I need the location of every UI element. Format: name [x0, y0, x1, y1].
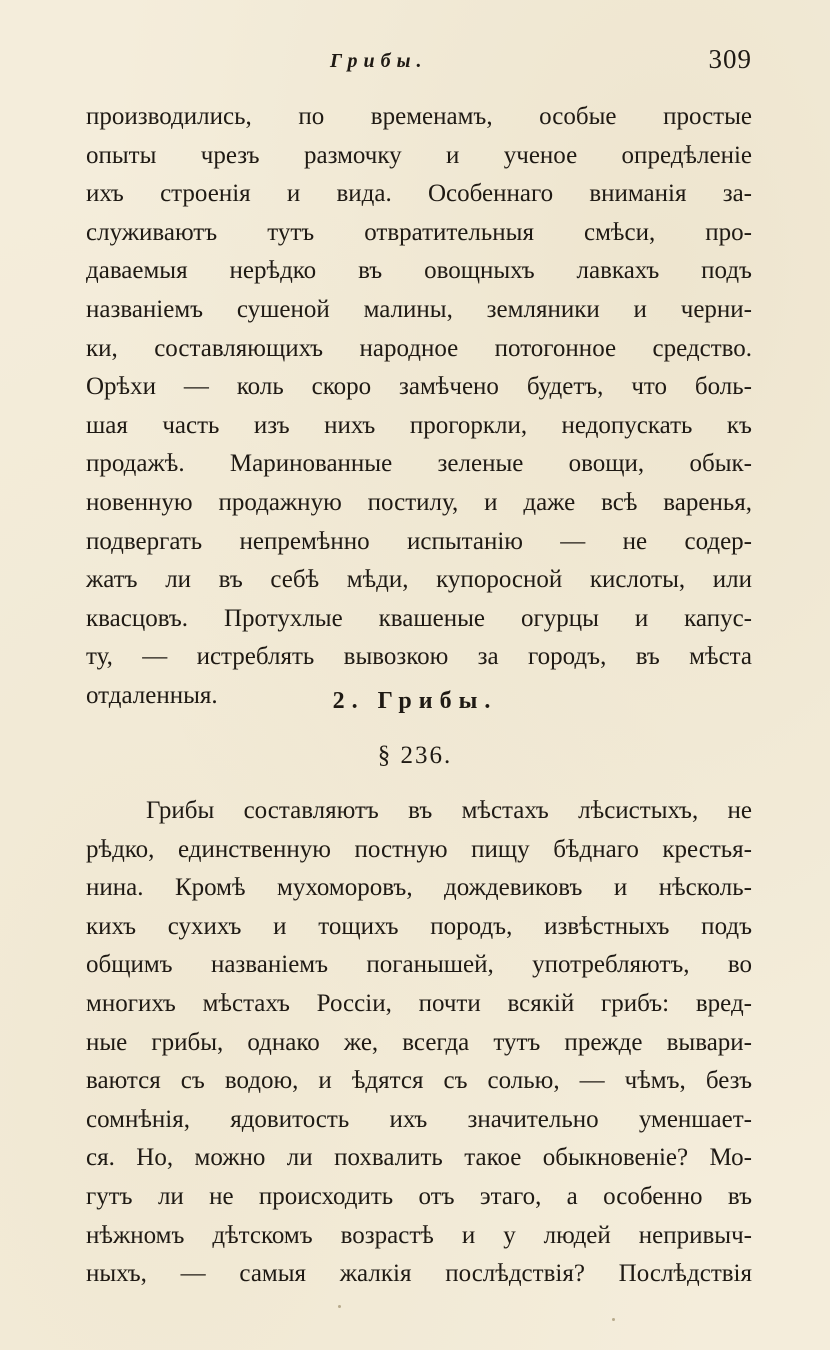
running-head — [0, 44, 830, 80]
paragraph-number: § 236. — [377, 742, 453, 769]
text-line: квасцовъ. Протухлые квашеные огурцы и капус- — [86, 604, 752, 632]
page-number: 309 — [708, 44, 752, 74]
text-line: отдаленныя. — [86, 681, 218, 709]
paper-speck — [338, 1305, 341, 1308]
text-line: ту, — истреблять вывозкою за городъ, въ мѣста — [86, 643, 752, 671]
text-line: гутъ ли не происходить отъ этаго, а особенно въ — [86, 1182, 752, 1210]
text-line: ные грибы, однако же, всегда тутъ прежде вывари- — [86, 1028, 752, 1056]
text-line: жатъ ли въ себѣ мѣди, купоросной кислоты, или — [86, 566, 752, 594]
text-line: нѣжномъ дѣтскомъ возрастѣ и у людей непривыч- — [86, 1221, 752, 1249]
text-line: названіемъ сушеной малины, земляники и черни- — [86, 295, 752, 323]
paper-speck — [612, 1318, 615, 1321]
text-line: даваемыя нерѣдко въ овощныхъ лавкахъ подъ — [86, 257, 752, 285]
text-line: шая часть изъ нихъ прогоркли, недопускать къ — [86, 411, 752, 439]
text-line: ся. Но, можно ли похвалить такое обыкновеніе? Мо- — [86, 1144, 752, 1172]
text-line: общимъ названіемъ поганышей, употребляютъ, во — [86, 951, 752, 979]
text-line: Грибы составляютъ въ мѣстахъ лѣсистыхъ, не — [146, 797, 752, 824]
paragraph-2 — [86, 792, 752, 1294]
text-line: ныхъ, — самыя жалкія послѣдствія? Послѣдствія — [86, 1260, 752, 1288]
text-line: рѣдко, единственную постную пищу бѣднаго крестья- — [86, 835, 752, 863]
text-line: нина. Кромѣ мухоморовъ, дождевиковъ и нѣсколь- — [86, 874, 752, 902]
text-line: новенную продажную постилу, и даже всѣ варенья, — [86, 488, 752, 516]
text-line: Орѣхи — коль скоро замѣчено будетъ, что боль- — [86, 373, 752, 401]
text-line: продажѣ. Маринованные зеленые овощи, обык- — [86, 450, 752, 478]
text-line: многихъ мѣстахъ Россіи, почти всякій грибъ: вред- — [86, 989, 752, 1017]
text-line: производились, по временамъ, особые простые — [86, 103, 752, 130]
section-heading: 2. Грибы. — [332, 688, 498, 714]
text-line: ихъ строенія и вида. Особеннаго вниманія за- — [86, 180, 752, 208]
text-line: подвергать непремѣнно испытанію — не содер- — [86, 527, 752, 555]
text-line: опыты чрезъ размочку и ученое опредѣленіе — [86, 141, 752, 169]
text-line: кихъ сухихъ и тощихъ породъ, извѣстныхъ подъ — [86, 912, 752, 940]
text-line: сомнѣнія, ядовитость ихъ значительно уменшает- — [86, 1105, 752, 1133]
running-title: Грибы. — [330, 50, 428, 72]
text-line: ваются съ водою, и ѣдятся съ солью, — чѣмъ, безъ — [86, 1067, 752, 1095]
text-line: служиваютъ тутъ отвратительныя смѣси, про- — [86, 218, 752, 246]
text-line: ки, составляющихъ народное потогонное средство. — [86, 334, 752, 362]
paragraph-1 — [86, 98, 752, 716]
